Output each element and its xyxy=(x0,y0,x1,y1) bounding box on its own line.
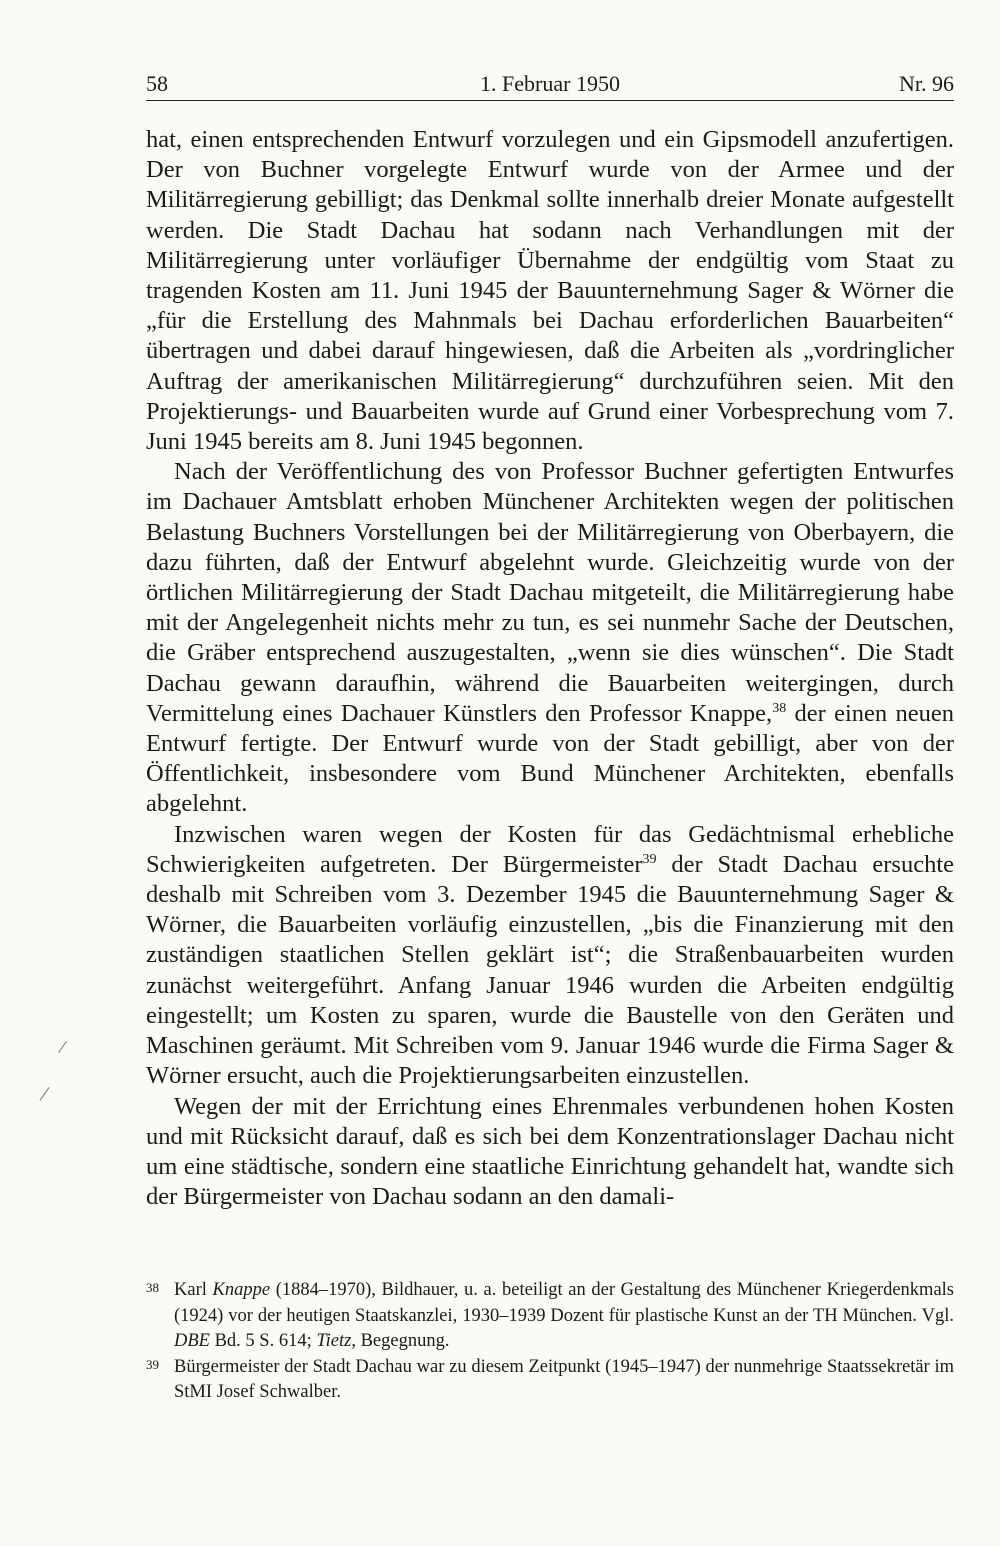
page-number: 58 xyxy=(146,71,168,96)
paragraph-3-text-b: der Stadt Dachau ersuchte deshalb mit Schreiben vom 3. Dezember 1945 die Bauunternehmung Sager & Wörner, die Bauarbeiten vorläufig einzustellen, „bis die Finanzierung mit den zuständigen staatlichen Stellen geklärt ist“; die Straßenbauarbeiten wurden zunächst weitergeführt. Anfang Januar 1946 wurden die Arbeiten endgültig eingestellt; um Kosten zu sparen, wurde die Baustelle von den Geräten und Maschinen geräumt. Mit Schreiben vom 9. Januar 1946 wurde die Firma Sager & Wörner ersucht, auch die Projektierungsarbeiten einzustellen. xyxy=(146,850,954,1090)
margin-pencil-mark xyxy=(40,1087,50,1101)
footnote-text: Karl xyxy=(174,1280,213,1300)
footnote-reference-38: 38 xyxy=(772,700,787,716)
footnote-number: 39 xyxy=(146,1356,159,1372)
footnote-author-tietz: Tietz xyxy=(316,1331,352,1351)
footnote-text: Bürgermeister der Stadt Dachau war zu diesem Zeitpunkt (1945–1947) der nunmehrige Staatssekretär im StMI Josef Schwalber. xyxy=(174,1356,954,1402)
margin-pencil-mark xyxy=(58,1041,67,1053)
header-rule xyxy=(146,100,954,101)
paragraph-1: hat, einen entsprechenden Entwurf vorzulegen und ein Gipsmodell anzufertigen. Der von Buchner vorgelegte Entwurf wurde von der Armee und der Militärregierung gebilligt; das Denkmal sollte innerhalb dreier Monate aufgestellt werden. Die Stadt Dachau hat sodann nach Verhandlungen mit der Militärregierung unter vorläufiger Übernahme der endgültig vom Staat zu tragenden Kosten am 11. Juni 1945 der Bauunternehmung Sager & Wörner die „für die Erstellung des Mahnmals bei Dachau erforderlichen Bauarbeiten“ übertragen und dabei darauf hingewiesen, daß die Arbeiten als „vordringlicher Auftrag der amerikanischen Militärregierung“ durchzuführen seien. Mit den Projektierungs- und Bauarbeiten wurde auf Grund einer Vorbesprechung vom 7. Juni 1945 bereits am 8. Juni 1945 begonnen. xyxy=(146,126,954,456)
running-header xyxy=(146,68,954,100)
footnote-38 xyxy=(146,1278,954,1355)
footnote-text: Bd. 5 S. 614; xyxy=(209,1331,317,1351)
paragraph-2-text-b: der einen neuen Entwurf fertigte. Der Entwurf wurde von der Stadt gebilligt, aber von der Öffentlichkeit, insbesondere vom Bund Münchener Architekten, ebenfalls abgelehnt. xyxy=(146,699,954,818)
paragraph-3-text-a: Inzwischen waren wegen der Kosten für das Gedächtnismal erhebliche Schwierigkeiten aufgetreten. Der Bürgermeister xyxy=(146,820,954,878)
paragraph-3 xyxy=(146,820,954,1092)
footnote-number: 38 xyxy=(146,1280,159,1295)
footnote-39 xyxy=(146,1355,954,1406)
footnote-text: , Begegnung. xyxy=(351,1331,450,1351)
footnote-name-knappe: Knappe xyxy=(212,1280,271,1300)
footnote-text: (1884–1970), Bildhauer, u. a. beteiligt an der Gestaltung des Münchener Kriegerdenkmals (1924) vor der heutigen Staatskanzlei, 1930–1939 Dozent für plastische Kunst an der TH München. Vgl. xyxy=(174,1280,954,1326)
footnotes xyxy=(146,1278,954,1406)
footnote-source-dbe: DBE xyxy=(174,1331,210,1351)
footnote-reference-39: 39 xyxy=(642,851,657,867)
paragraph-2-text-a: Nach der Veröffentlichung des von Professor Buchner gefertigten Entwurfes im Dachauer Amtsblatt erhoben Münchener Architekten wegen der politischen Belastung Buchners Vorstellungen bei der Militärregierung von Oberbayern, die dazu führten, daß der Entwurf abgelehnt wurde. Gleichzeitig wurde von der örtlichen Militärregierung der Stadt Dachau mitgeteilt, die Militärregierung habe mit der Angelegenheit nichts mehr zu tun, es sei nunmehr Sache der Deutschen, die Gräber entsprechend auszugestalten, „wenn sie dies wünschen“. Die Stadt Dachau gewann daraufhin, während die Bauarbeiten weitergingen, durch Vermittelung eines Dachauer Künstlers den Professor Knappe, xyxy=(146,458,954,727)
paragraph-2 xyxy=(146,457,954,819)
paragraph-4: Wegen der mit der Errichtung eines Ehrenmales verbundenen hohen Kosten und mit Rücksicht darauf, daß es sich bei dem Konzentrationslager Dachau nicht um eine städtische, sondern eine staatliche Einrichtung gehandelt hat, wandte sich der Bürgermeister von Dachau sodann an den damali- xyxy=(146,1092,954,1211)
document-number: Nr. 96 xyxy=(899,71,954,96)
body-text xyxy=(146,125,954,1212)
header-date: 1. Februar 1950 xyxy=(480,71,620,96)
